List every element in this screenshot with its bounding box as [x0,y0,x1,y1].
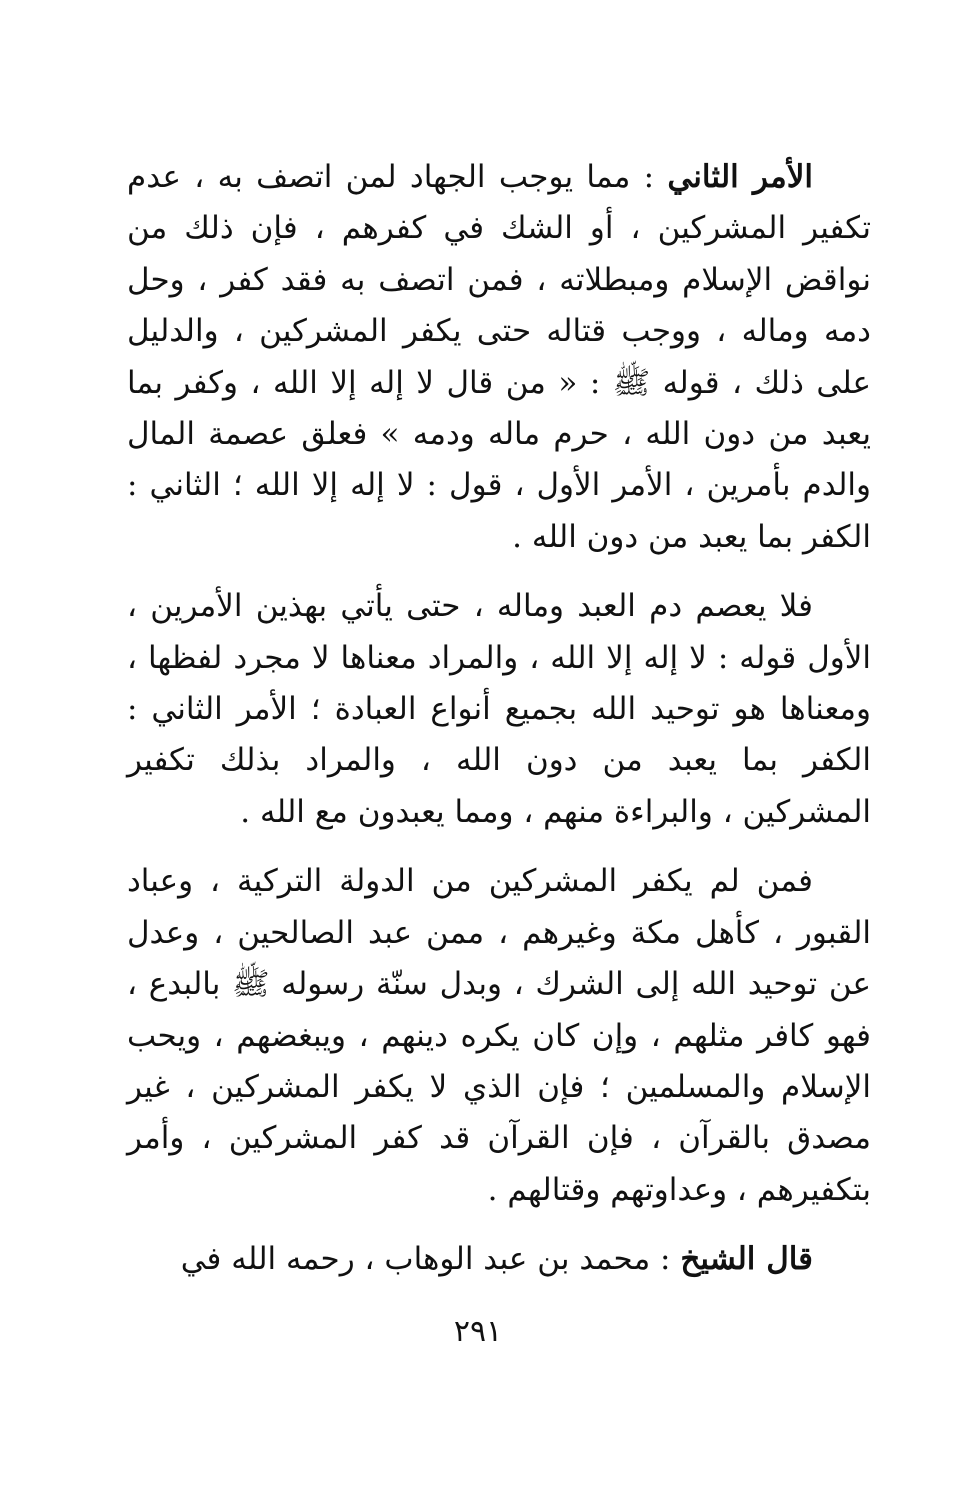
page-number: ٢٩١ [453,1314,503,1349]
paragraph-3 [127,856,871,1216]
paragraph-1 [127,152,871,563]
paragraph-4 [127,1234,871,1285]
paragraph-4-lead: قال الشيخ [680,1241,813,1278]
paragraph-3-text: فمن لم يكفر المشركين من الدولة التركية ، وعباد القبور ، كأهل مكة وغيرهم ، ممن عبد الصالحين ، وعدل عن توحيد الله إلى الشرك ، وبدل سنّة رسوله ﷺ بالبدع ، فهو كافر مثلهم ، وإن كان يكره دينهم ، ويبغضهم ، ويحب الإسلام والمسلمين ؛ فإن الذي لا يكفر المشركين ، غير مصدق بالقرآن ، فإن القرآن قد كفر المشركين ، وأمر بتكفيرهم ، وعداوتهم وقتالهم . [127,863,872,1208]
paragraph-1-text: : مما يوجب الجهاد لمن اتصف به ، عدم تكفير المشركين ، أو الشك في كفرهم ، فإن ذلك من نواقض الإسلام ومبطلاته ، فمن اتصف به فقد كفر ، وحل دمه وماله ، ووجب قتاله حتى يكفر المشركين ، والدليل على ذلك ، قوله ﷺ : « من قال لا إله إلا الله ، وكفر بما يعبد من دون الله ، حرم ماله ودمه » فعلق عصمة المال والدم بأمرين ، الأمر الأول ، قول : لا إله إلا الله ؛ الثاني : الكفر بما يعبد من دون الله . [127,159,871,555]
paragraph-2 [127,581,871,838]
paragraph-1-lead: الأمر الثاني [667,159,813,195]
paragraph-4-text: : محمد بن عبد الوهاب ، رحمه الله في [180,1241,681,1278]
paragraph-2-text: فلا يعصم دم العبد وماله ، حتى يأتي بهذين الأمرين ، الأول قوله : لا إله إلا الله ، والمراد معناها لا مجرد لفظها ، ومعناها هو توحيد الله بجميع أنواع العبادة ؛ الأمر الثاني : الكفر بما يعبد من دون الله ، والمراد بذلك تكفير المشركين ، والبراءة منهم ، ومما يعبدون مع الله . [127,588,871,830]
page-body [127,152,871,1286]
